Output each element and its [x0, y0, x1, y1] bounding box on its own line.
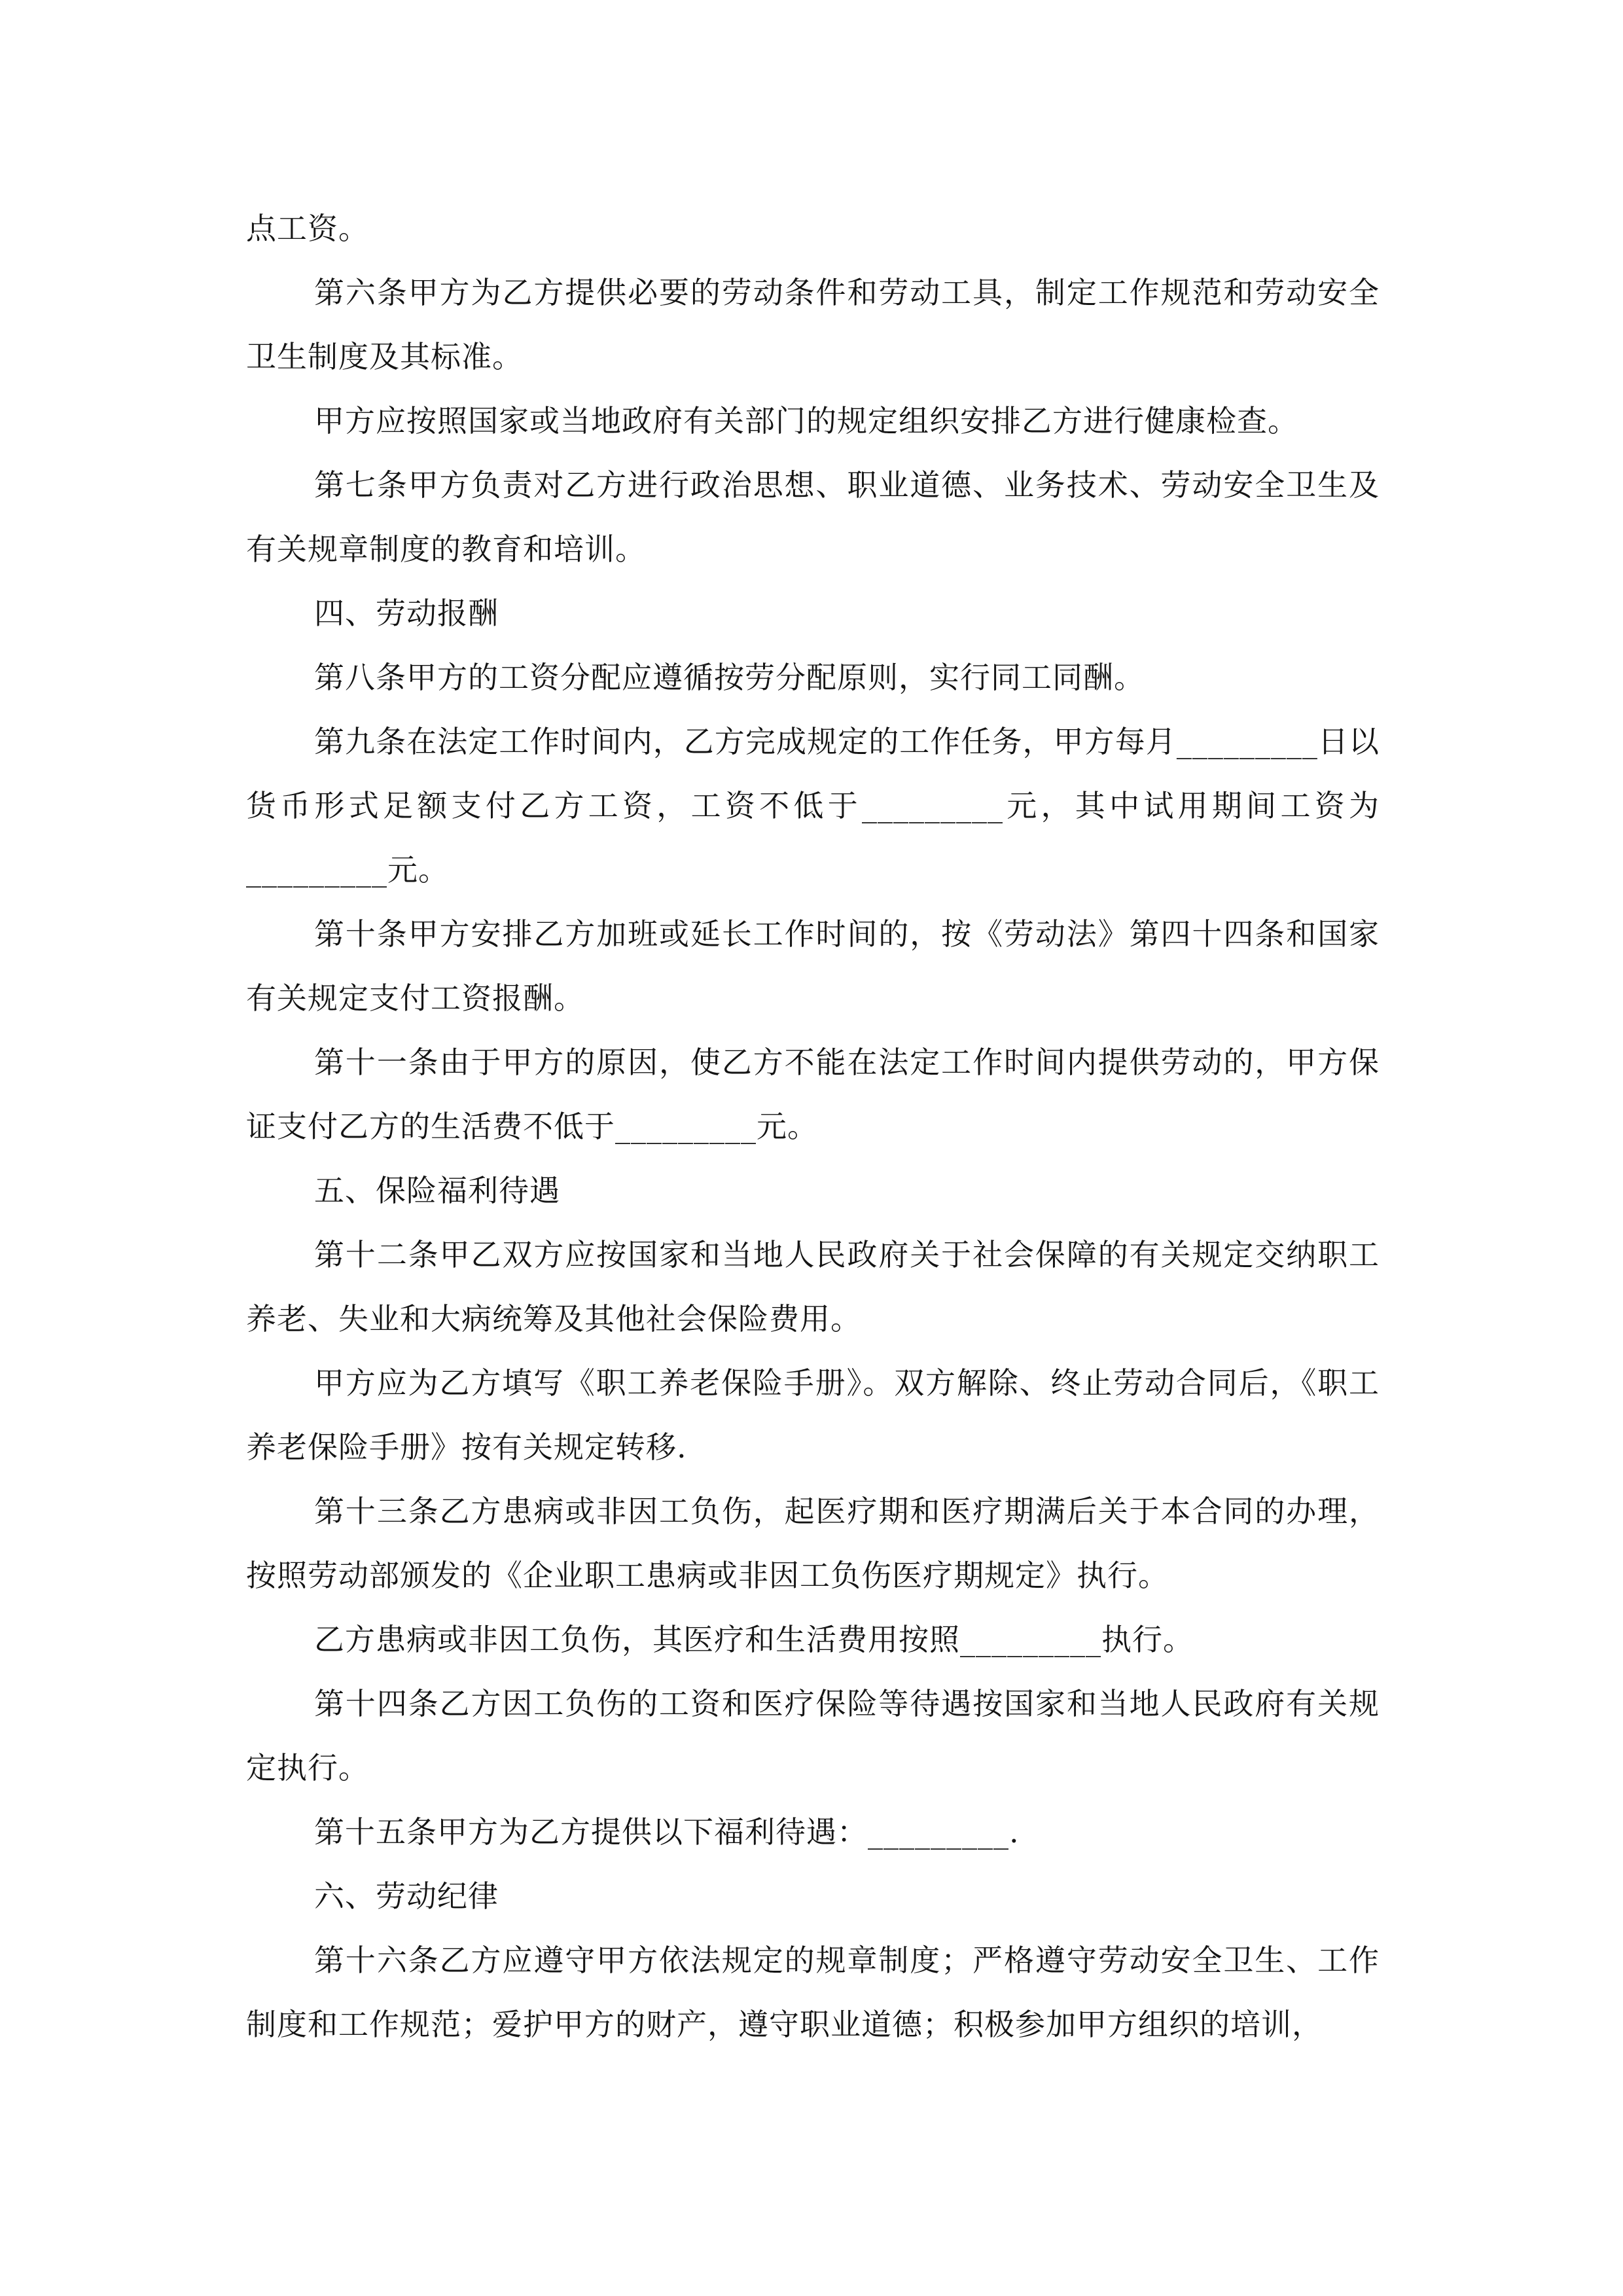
- paragraph-13: 第十三条乙方患病或非因工负伤，起医疗期和医疗期满后关于本合同的办理，按照劳动部颁发的《企业职工患病或非因工负伤医疗期规定》执行。: [246, 1494, 1380, 1593]
- paragraph-1: 点工资。: [246, 211, 369, 246]
- paragraph-7: 第九条在法定工作时间内，乙方完成规定的工作任务，甲方每月_________日以货币形式足额支付乙方工资，工资不低于_________元，其中试用期间工资为_________元。: [246, 724, 1380, 888]
- paragraph-12: 甲方应为乙方填写《职工养老保险手册》。双方解除、终止劳动合同后，《职工养老保险手册》按有关规定转移.: [246, 1365, 1380, 1465]
- paragraph-8: 第十条甲方安排乙方加班或延长工作时间的，按《劳动法》第四十四条和国家有关规定支付工资报酬。: [246, 916, 1380, 1016]
- section-heading-6: 六、劳动纪律: [314, 1878, 499, 1914]
- paragraph-14: 乙方患病或非因工负伤，其医疗和生活费用按照_________执行。: [314, 1622, 1194, 1657]
- document-body: [246, 196, 1380, 2056]
- paragraph-9: 第十一条由于甲方的原因，使乙方不能在法定工作时间内提供劳动的，甲方保证支付乙方的生活费不低于_________元。: [246, 1045, 1380, 1144]
- paragraph-15: 第十四条乙方因工负伤的工资和医疗保险等待遇按国家和当地人民政府有关规定执行。: [246, 1686, 1380, 1785]
- paragraph-6: 第八条甲方的工资分配应遵循按劳分配原则，实行同工同酬。: [314, 660, 1145, 695]
- paragraph-2: 第六条甲方为乙方提供必要的劳动条件和劳动工具，制定工作规范和劳动安全卫生制度及其标准。: [246, 275, 1380, 374]
- paragraph-16: 第十五条甲方为乙方提供以下福利待遇：_________.: [314, 1814, 1020, 1850]
- paragraph-18: 第十六条乙方应遵守甲方依法规定的规章制度；严格遵守劳动安全卫生、工作制度和工作规范；爱护甲方的财产，遵守职业道德；积极参加甲方组织的培训，: [246, 1943, 1380, 2042]
- paragraph-3: 甲方应按照国家或当地政府有关部门的规定组织安排乙方进行健康检查。: [314, 403, 1298, 439]
- section-heading-4: 四、劳动报酬: [314, 596, 499, 631]
- paragraph-4: 第七条甲方负责对乙方进行政治思想、职业道德、业务技术、劳动安全卫生及有关规章制度的教育和培训。: [246, 467, 1380, 567]
- section-heading-5: 五、保险福利待遇: [314, 1173, 560, 1208]
- paragraph-11: 第十二条甲乙双方应按国家和当地人民政府关于社会保障的有关规定交纳职工养老、失业和大病统筹及其他社会保险费用。: [246, 1237, 1380, 1336]
